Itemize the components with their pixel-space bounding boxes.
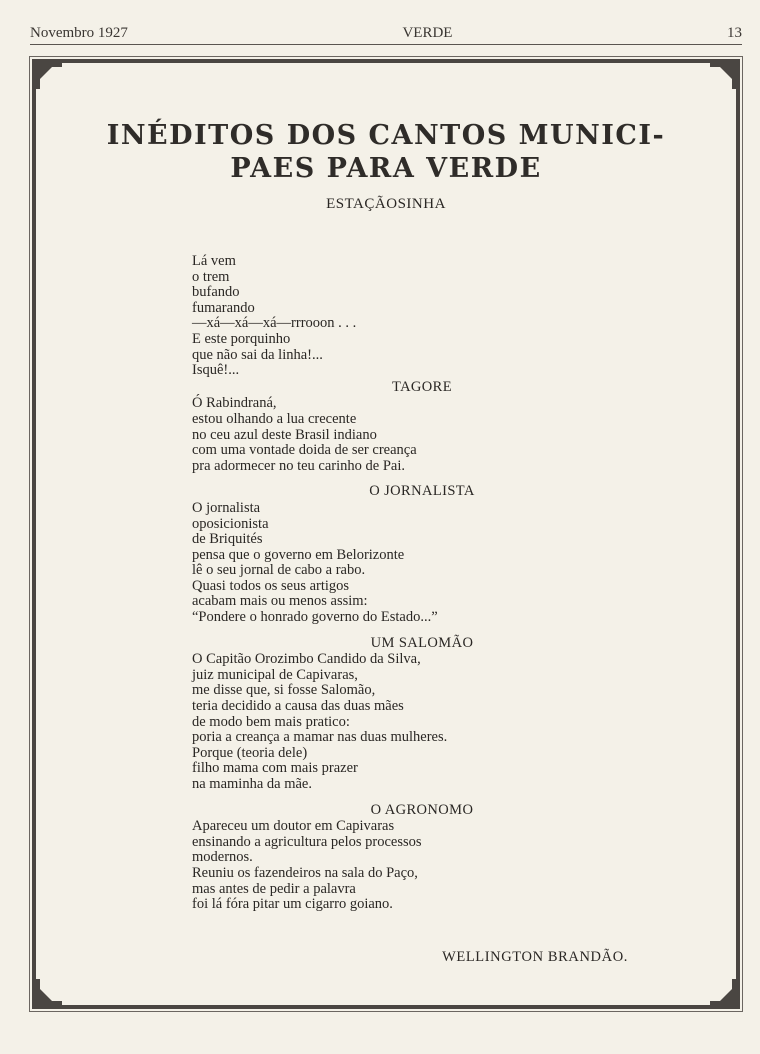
poem bbox=[192, 380, 652, 475]
poem-line: Quasi todos os seus artigos bbox=[192, 577, 350, 594]
poem-line: mas antes de pedir a palavra bbox=[192, 880, 356, 897]
poems-container bbox=[192, 254, 652, 913]
page-number: 13 bbox=[727, 25, 742, 41]
poem-line: filho mama com mais prazer bbox=[192, 760, 358, 777]
author-signature: WELLINGTON BRANDÃO. bbox=[442, 949, 628, 965]
poem-line: foi lá fóra pitar um cigarro goiano. bbox=[192, 896, 393, 913]
poem bbox=[192, 254, 652, 379]
poem-title: O JORNALISTA bbox=[369, 483, 475, 500]
poem-line: lê o seu jornal de cabo a rabo. bbox=[192, 562, 366, 579]
poem-line: O Capitão Orozimbo Candido da Silva, bbox=[192, 651, 421, 668]
poem-title: UM SALOMÃO bbox=[370, 634, 474, 651]
article-title-line: PAES PARA VERDE bbox=[230, 153, 542, 184]
poem-line: com uma vontade doida de ser creança bbox=[192, 442, 417, 459]
poem-line: Apareceu um doutor em Capivaras bbox=[192, 818, 395, 835]
poem-line: o trem bbox=[192, 268, 230, 285]
frame-corner-ornament bbox=[34, 61, 62, 89]
poem-line: juiz municipal de Capivaras, bbox=[192, 666, 358, 683]
poem-line: “Pondere o honrado governo do Estado...” bbox=[192, 609, 438, 626]
poem-line: pensa que o governo em Belorizonte bbox=[192, 546, 405, 563]
issue-date: Novembro 1927 bbox=[30, 25, 128, 41]
poem-line: poria a creança a mamar nas duas mulheres. bbox=[192, 729, 448, 746]
poem-line: oposicionista bbox=[192, 515, 269, 532]
poem-line: fumarando bbox=[192, 299, 255, 316]
frame-corner-ornament bbox=[710, 61, 738, 89]
article-title bbox=[36, 119, 736, 185]
poem-title: O AGRONOMO bbox=[370, 801, 474, 818]
poem-line: O jornalista bbox=[192, 499, 261, 516]
page-header bbox=[30, 20, 742, 42]
poem-line: acabam mais ou menos assim: bbox=[192, 593, 368, 610]
poem-line: Porque (teoria dele) bbox=[192, 744, 308, 761]
poem-line: teria decidido a causa das duas mães bbox=[192, 698, 404, 715]
poem-line: Isquê!... bbox=[192, 362, 240, 379]
poem-title: TAGORE bbox=[391, 378, 453, 395]
poem-line: pra adormecer no teu carinho de Pai. bbox=[192, 457, 405, 474]
header-rule bbox=[30, 44, 742, 45]
poem-line: bufando bbox=[192, 284, 240, 301]
poem-line: que não sai da linha!... bbox=[192, 346, 323, 363]
article-title-line: INÉDITOS DOS CANTOS MUNICI- bbox=[106, 120, 666, 151]
poem-line: na maminha da mãe. bbox=[192, 776, 312, 792]
poem-line: no ceu azul deste Brasil indiano bbox=[192, 426, 377, 443]
frame-corner-ornament bbox=[710, 979, 738, 1007]
poem-line: modernos. bbox=[192, 849, 253, 866]
poem-line: Lá vem bbox=[192, 253, 236, 269]
magazine-name: VERDE bbox=[402, 25, 453, 41]
poem-line: de Briquités bbox=[192, 531, 263, 548]
poem-line: E este porquinho bbox=[192, 330, 291, 347]
poem-line: estou olhando a lua crecente bbox=[192, 410, 357, 427]
frame-corner-ornament bbox=[34, 979, 62, 1007]
poem-line: ensinando a agricultura pelos processos bbox=[192, 833, 422, 850]
poem-line: Reuniu os fazendeiros na sala do Paço, bbox=[192, 864, 418, 881]
poem-line: —xá—xá—xá—rrrooon . . . bbox=[192, 315, 357, 332]
article-subtitle: ESTAÇÃOSINHA bbox=[326, 196, 446, 212]
poem-line: me disse que, si fosse Salomão, bbox=[192, 682, 376, 699]
poem-line: de modo bem mais pratico: bbox=[192, 713, 350, 730]
poem-line: Ó Rabindraná, bbox=[192, 395, 277, 412]
poem bbox=[192, 484, 652, 625]
poem bbox=[192, 636, 652, 793]
article-frame bbox=[32, 59, 740, 1009]
poem bbox=[192, 803, 652, 913]
